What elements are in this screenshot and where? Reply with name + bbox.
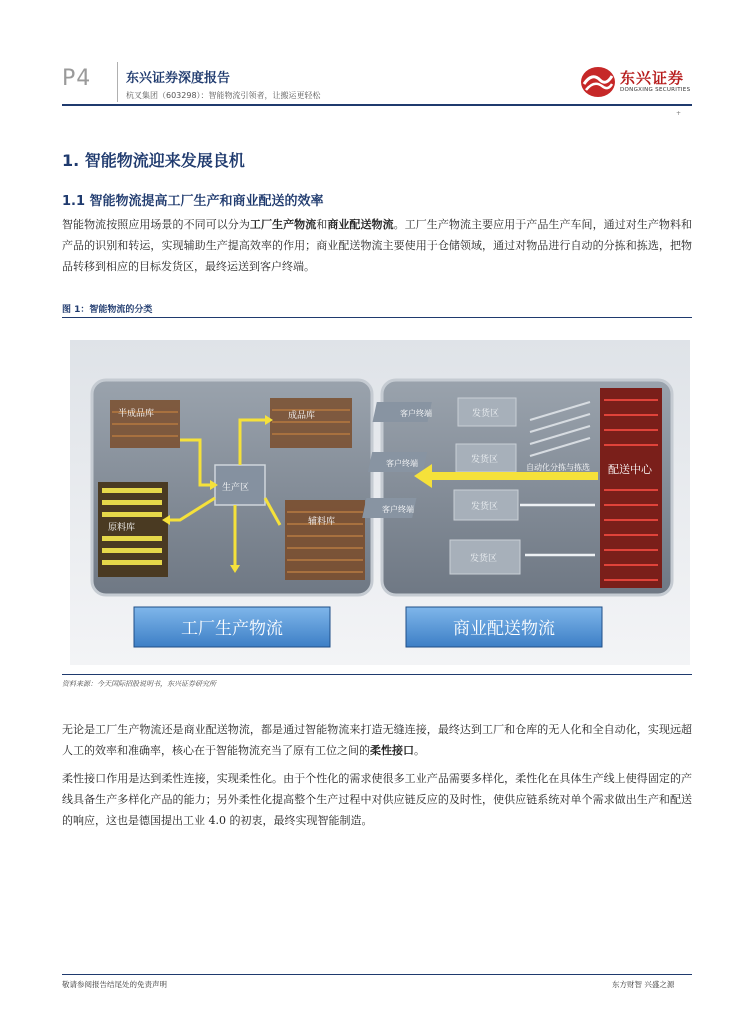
header-divider [117, 62, 118, 102]
page-number: P4 [62, 66, 92, 91]
shipping-zone-3: 发货区 [471, 502, 499, 512]
intro-paragraph [62, 214, 692, 277]
report-subtitle: 杭叉集团（603298）：智能物流引领者，让搬运更轻松 [126, 91, 321, 100]
terminal-1: 客户终端 [400, 409, 432, 418]
para1-text-1: 智能物流按照应用场景的不同可以分为 [62, 218, 250, 231]
logo-text-en: DONGXING SECURITIES [620, 87, 691, 93]
para1-bold-commerce: 商业配送物流 [327, 218, 394, 231]
para1-text-3: 。工厂生产物流主要应用于产品生产车间，通过对生产物料和产品的识别和转运，实现辅助生产提高效率的作用；商业配送物流主要使用于仓储领域，通过对物品进行自动的分拣和拣选，把物品转移到相应的目标发货区，最终运送到客户终端。 [62, 218, 693, 273]
shipping-zone-2: 发货区 [471, 455, 499, 465]
shipping-zone-4: 发货区 [470, 554, 498, 564]
section-heading: 1. 智能物流迎来发展良机 [62, 151, 245, 170]
report-title: 东兴证券深度报告 [126, 71, 231, 86]
figure-title: 图 1：智能物流的分类 [62, 305, 153, 315]
sorting-label: 自动化分拣与拣选 [526, 463, 590, 472]
factory-panel [92, 380, 372, 595]
footer-rule [62, 974, 692, 975]
logo-mark: + [676, 110, 682, 117]
distribution-panel [362, 380, 672, 595]
logo-text-cn: 东兴证券 [620, 69, 685, 87]
flexibility-paragraph: 柔性接口作用是达到柔性连接，实现柔性化。由于个性化的需求使很多工业产品需要多样化，柔性化在具体生产线上使得固定的产线具备生产多样化产品的能力；另外柔性化提高整个生产过程中对供应链反应的及时性，使供应链系统对单个需求做出生产和配送的响应，这也是德国提出工业 4.0 的初衷，最终实现智能制造。 [62, 772, 692, 827]
para1-bold-factory: 工厂生产物流 [249, 218, 317, 231]
footer-disclaimer: 敬请参阅报告结尾处的免责声明 [62, 980, 167, 989]
zone-finished: 成品库 [288, 411, 316, 421]
para2-text-1: 无论是工厂生产物流还是商业配送物流，都是通过智能物流来打造无缝连接，最终达到工厂和仓库的无人化和全自动化，实现远超人工的效率和准确率，核心在于智能物流充当了原有工位之间的 [62, 723, 692, 757]
factory-caption: 工厂生产物流 [181, 619, 283, 639]
subsection-heading: 1.1 智能物流提高工厂生产和商业配送的效率 [62, 194, 324, 209]
source-rule [62, 674, 692, 675]
distribution-caption: 商业配送物流 [453, 619, 555, 639]
zone-semi-finished: 半成品库 [118, 409, 155, 419]
para2-text-2: 。 [414, 744, 425, 757]
para2-bold-interface: 柔性接口 [370, 744, 414, 757]
zone-raw-material: 原料库 [108, 523, 136, 533]
terminal-2: 客户终端 [386, 459, 418, 468]
figure-rule [62, 317, 692, 318]
zone-auxiliary: 辅料库 [308, 517, 336, 527]
shipping-zone-1: 发货区 [472, 409, 500, 419]
header-rule [62, 104, 692, 106]
zone-production: 生产区 [222, 483, 250, 493]
figure-source: 资料来源：今天国际招股说明书，东兴证券研究所 [62, 680, 216, 688]
para1-text-2: 和 [316, 218, 328, 231]
footer-slogan: 东方财智 兴盛之源 [612, 980, 675, 989]
logistics-figure [70, 340, 690, 665]
terminal-3: 客户终端 [382, 505, 414, 514]
distribution-center-label: 配送中心 [608, 463, 652, 476]
interface-paragraph [62, 719, 692, 761]
